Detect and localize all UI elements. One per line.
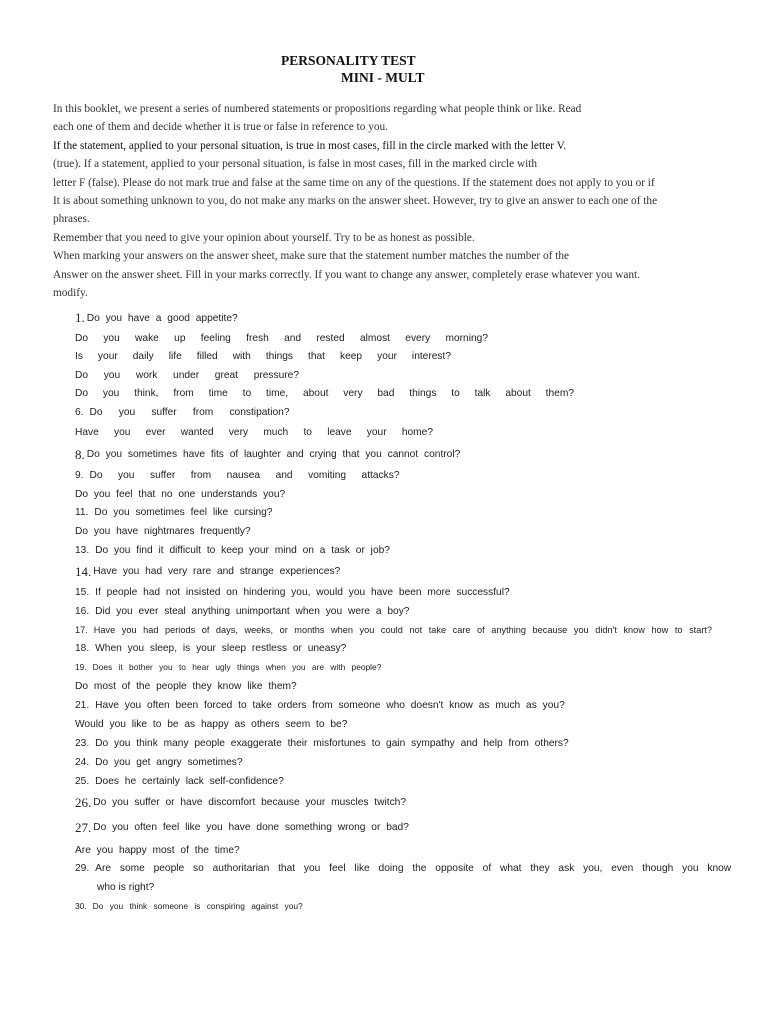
question-text: Do you suffer or have discomfort because your muscles twitch? <box>93 797 407 808</box>
question-item <box>75 307 767 329</box>
question-number: 27. <box>75 819 92 835</box>
question-number: 23. <box>75 737 90 749</box>
question-number: 15. <box>75 586 90 598</box>
question-text: Do you suffer from constipation? <box>89 406 290 418</box>
question-number: 13. <box>75 545 90 556</box>
question-item <box>75 466 767 485</box>
question-number: 29. <box>75 863 90 875</box>
instruction-line: Remember that you need to give your opinion about yourself. Try to be as honest as possible. <box>53 231 475 244</box>
question-text: Have you often been forced to take orders from someone who doesn't know as much as you? <box>95 699 565 711</box>
question-number: 8. <box>75 446 85 462</box>
question-continuation: who is right? <box>97 881 155 893</box>
question-item <box>75 403 767 422</box>
question-text: Do you suffer from nausea and vomiting attacks? <box>89 469 400 481</box>
question-text: Do you sometimes feel like cursing? <box>94 507 273 519</box>
question-item <box>75 561 767 583</box>
question-item <box>75 522 767 541</box>
question-item <box>75 422 767 444</box>
question-number: 11. <box>75 507 89 519</box>
question-number: 16. <box>75 605 90 617</box>
question-item <box>75 366 767 385</box>
question-item <box>75 772 767 791</box>
question-item <box>75 504 767 523</box>
question-text: Do you sometimes have fits of laughter and crying that you cannot control? <box>86 449 461 460</box>
question-text: Do you work under great pressure? <box>75 369 299 381</box>
question-text: Do most of the people they know like them? <box>75 680 297 692</box>
question-text: Have you had very rare and strange experiences? <box>93 566 341 577</box>
question-number: 6. <box>75 406 84 418</box>
question-number: 25. <box>75 775 90 787</box>
question-item <box>75 583 767 602</box>
question-text: When you sleep, is your sleep restless or uneasy? <box>95 643 347 655</box>
question-number: 9. <box>75 469 84 481</box>
page-subtitle: MINI - MULT <box>341 70 425 85</box>
question-text: Do you think, from time to time, about very bad things to talk about them? <box>75 388 574 400</box>
question-item <box>75 348 767 367</box>
question-text: Have you ever wanted very much to leave your home? <box>75 427 433 438</box>
instruction-line: letter F (false). Please do not mark true and false at the same time on any of the questions. If the statement does not apply to you or if <box>53 176 655 189</box>
instruction-line: If the statement, applied to your personal situation, is true in most cases, fill in the circle marked with the letter V. <box>53 139 567 152</box>
question-text: Are you happy most of the time? <box>75 844 240 856</box>
question-text: Do you find it difficult to keep your mind on a task or job? <box>95 545 390 556</box>
question-item <box>75 860 767 879</box>
instruction-line: (true). If a statement, applied to your personal situation, is false in most cases, fill in the marked circle with <box>53 158 538 171</box>
question-item <box>75 753 767 772</box>
question-number: 1. <box>75 310 85 325</box>
question-item <box>75 715 767 734</box>
question-list <box>75 307 767 915</box>
question-item <box>75 621 767 640</box>
question-number: 26. <box>75 794 92 810</box>
question-number: 18. <box>75 643 90 655</box>
question-item <box>75 485 767 504</box>
question-item <box>75 677 767 696</box>
question-text: Do you get angry sometimes? <box>95 756 243 768</box>
instruction-line: phrases. <box>53 213 90 226</box>
question-text: Are some people so authoritarian that you feel like doing the opposite of what they ask you, even though you know <box>95 863 732 875</box>
question-number: 30. <box>75 900 87 911</box>
question-text: Does he certainly lack self-confidence? <box>95 775 284 787</box>
question-text: If people had not insisted on hindering you, would you have been more successful? <box>95 586 510 598</box>
instruction-line: each one of them and decide whether it is true or false in reference to you. <box>53 121 388 134</box>
question-item <box>75 658 767 677</box>
question-number: 24. <box>75 756 90 768</box>
question-number: 19. <box>75 662 87 673</box>
question-text: Do you have nightmares frequently? <box>75 525 251 537</box>
instruction-line: In this booklet, we present a series of numbered statements or propositions regarding what people think or like. Read <box>53 103 582 115</box>
question-number: 17. <box>75 625 88 635</box>
instruction-line: It is about something unknown to you, do not make any marks on the answer sheet. However, try to give an answer to each one of the <box>53 194 658 207</box>
question-text: Do you think many people exaggerate their misfortunes to gain sympathy and help from others? <box>95 737 569 749</box>
instruction-line: modify. <box>53 286 88 299</box>
instruction-line: Answer on the answer sheet. Fill in your marks correctly. If you want to change any answer, completely erase whatever you want. <box>53 268 641 281</box>
question-text: Do you think someone is conspiring against you? <box>92 900 303 911</box>
question-text: Do you wake up feeling fresh and rested almost every morning? <box>75 332 488 344</box>
question-item <box>75 541 767 561</box>
question-number: 21. <box>75 699 90 711</box>
question-text: Do you often feel like you have done something wrong or bad? <box>93 822 409 833</box>
question-text: Do you have a good appetite? <box>86 312 238 324</box>
page-title: PERSONALITY TEST <box>281 53 416 68</box>
question-text: Have you had periods of days, weeks, or months when you could not take care of anything because you didn't know how to start? <box>93 625 713 635</box>
question-item <box>75 841 767 860</box>
question-item <box>75 696 767 715</box>
question-item <box>75 640 767 659</box>
question-item <box>75 444 767 466</box>
question-item <box>75 385 767 404</box>
question-item <box>75 791 767 815</box>
question-number: 14. <box>75 563 92 579</box>
question-text: Does it bother you to hear ugly things when you are with people? <box>92 662 382 673</box>
question-text: Would you like to be as happy as others seem to be? <box>75 718 348 730</box>
instruction-line: When marking your answers on the answer sheet, make sure that the statement number matches the number of the <box>53 250 570 263</box>
question-text: Do you feel that no one understands you? <box>75 488 286 500</box>
question-item <box>75 329 767 348</box>
instructions <box>53 100 733 302</box>
question-item <box>75 815 767 841</box>
question-text: Is your daily life filled with things that keep your interest? <box>75 351 451 363</box>
question-item <box>75 734 767 753</box>
question-item <box>75 602 767 621</box>
question-text: Did you ever steal anything unimportant when you were a boy? <box>95 605 410 617</box>
question-item <box>75 896 767 915</box>
